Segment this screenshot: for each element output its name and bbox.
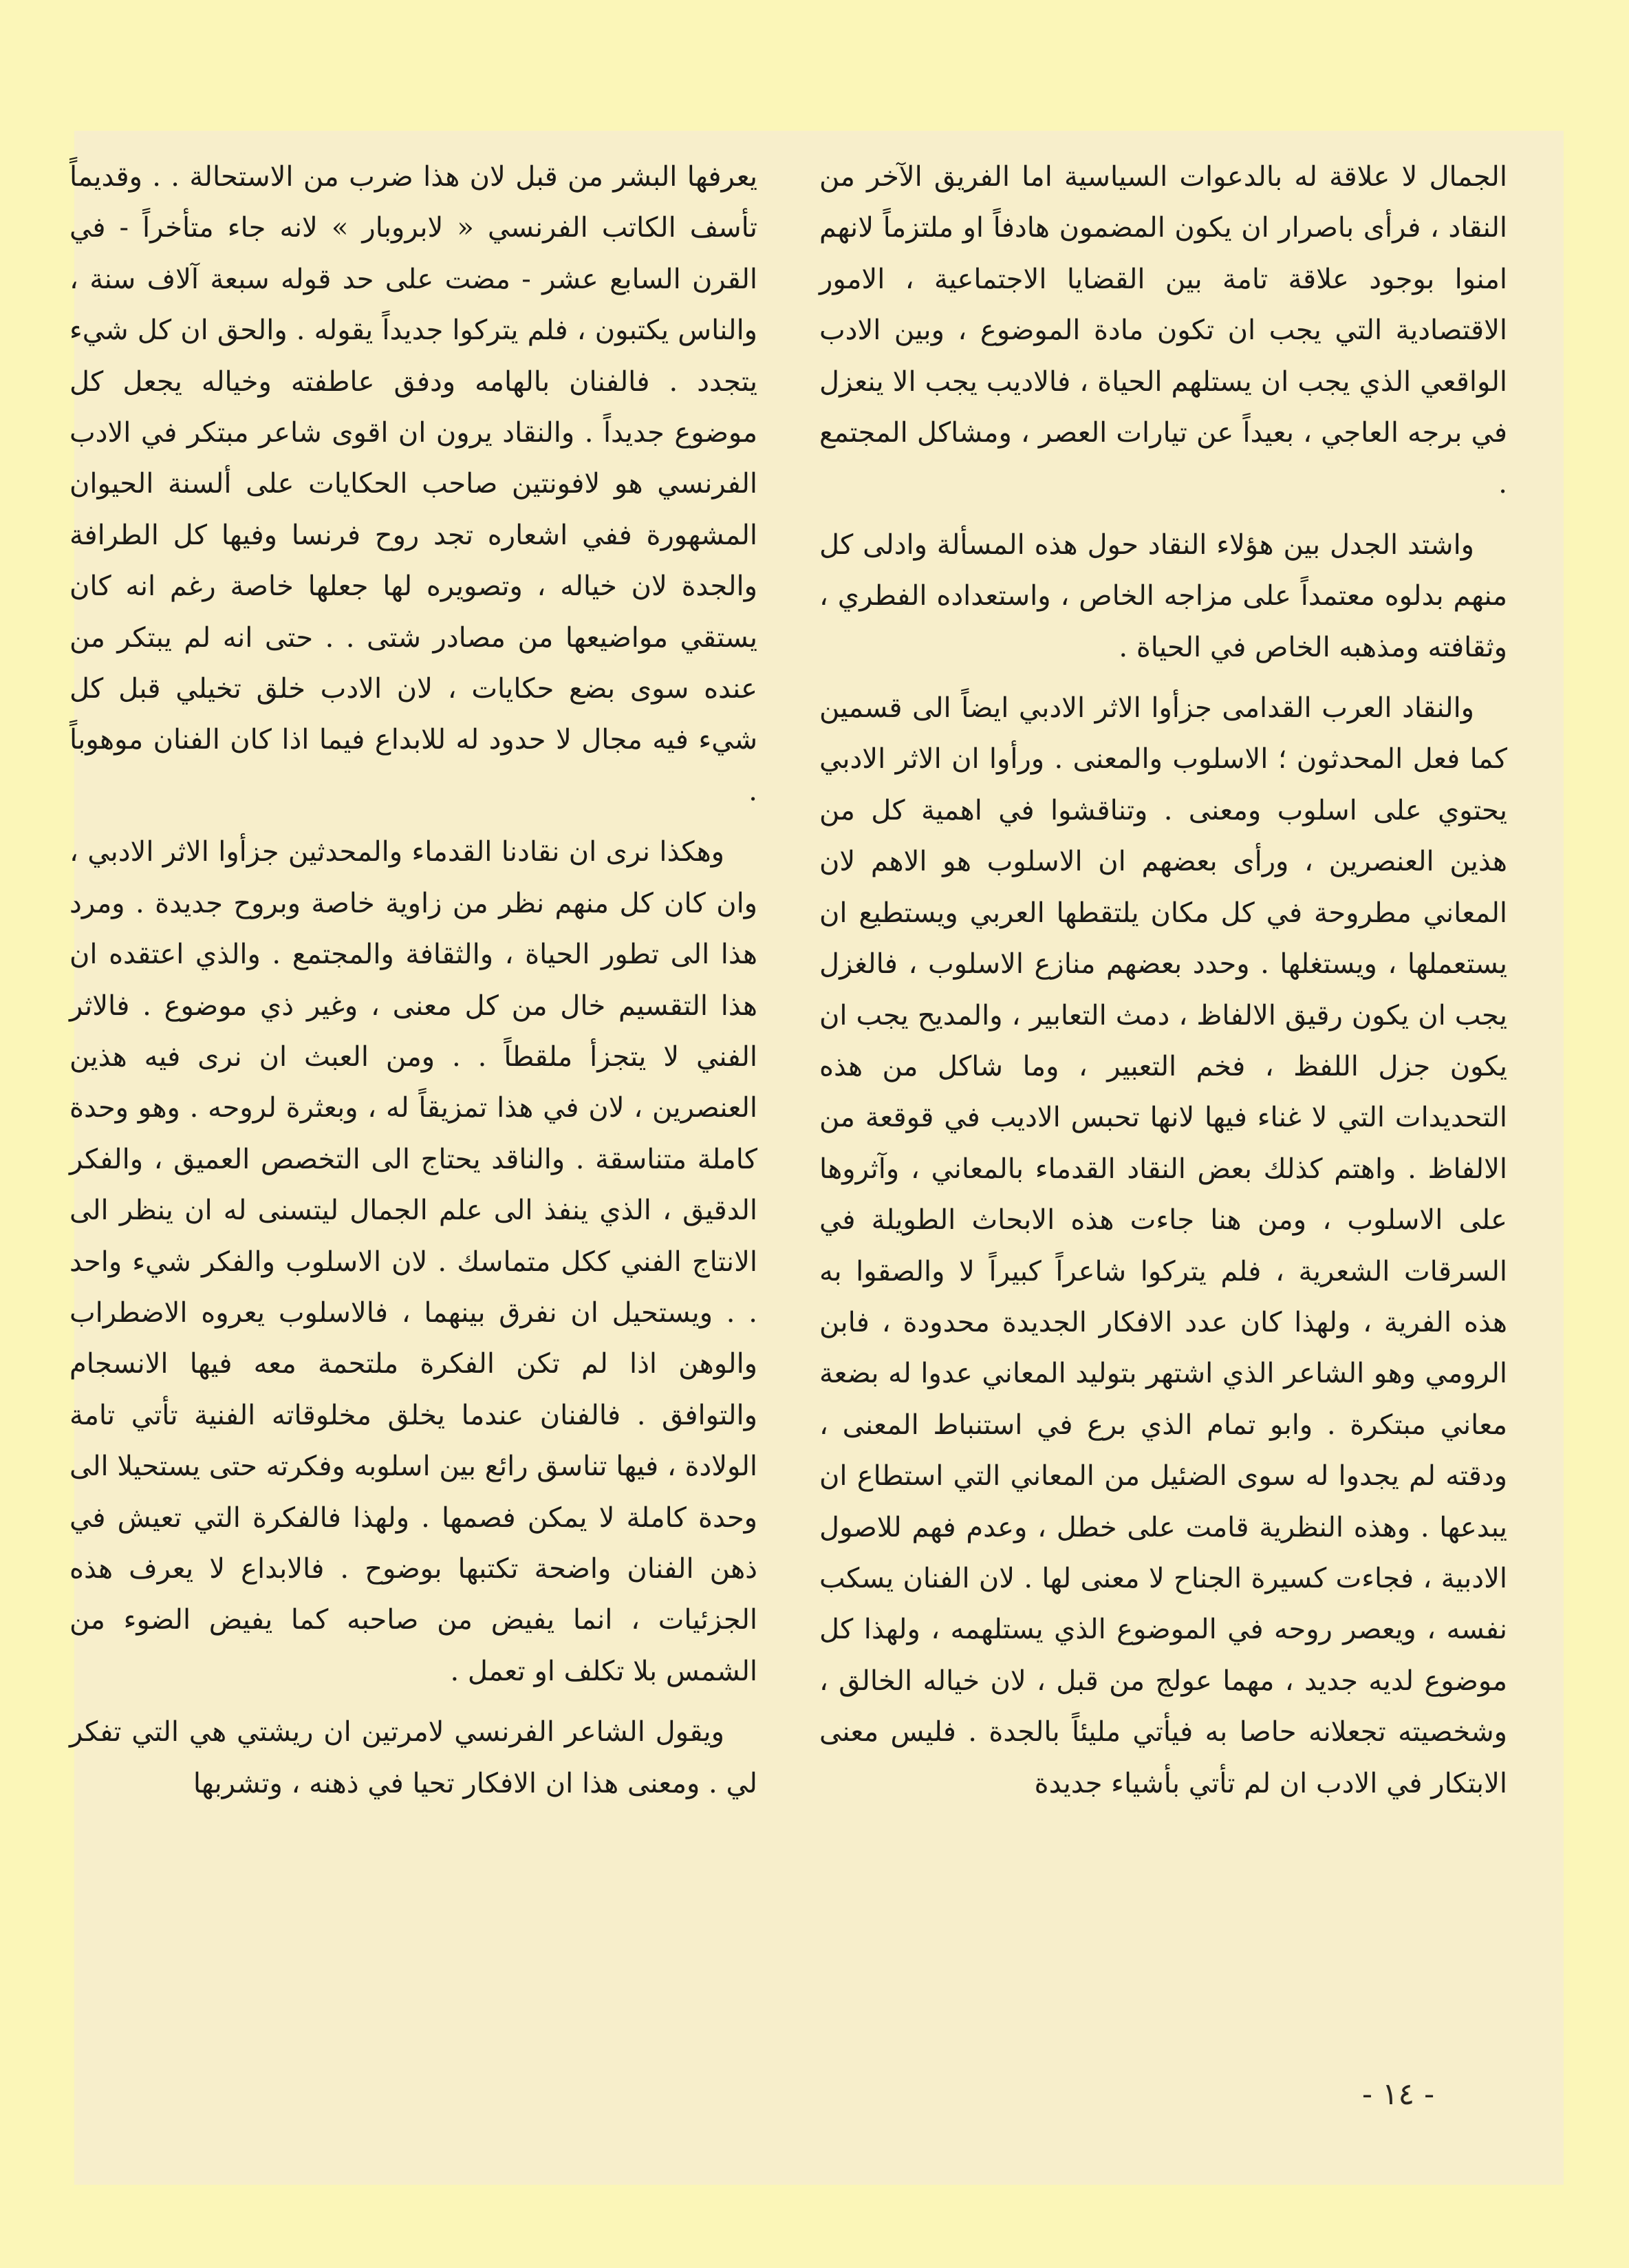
paragraph: واشتد الجدل بين هؤلاء النقاد حول هذه المسألة وادلى كل منهم بدلوه معتمداً على مزاجه الخاص ، واستعداده الفطري ، وثقافته ومذهبه الخاص في الحياة .: [819, 528, 1507, 663]
paragraph: وهكذا نرى ان نقادنا القدماء والمحدثين جزأوا الاثر الادبي ، وان كان كل منهم نظر من زاوية خاصة وبروح جديدة . ومرد هذا الى تطور الحياة ، والثقافة والمجتمع . والذي اعتقده ان هذا التقسيم خال من كل معنى ، وغير ذي موضوع . فالاثر الفني لا يتجزأ ملقطاً . . ومن العبث ان نرى فيه هذين العنصرين ، لان في هذا تمزيقاً له ، وبعثرة لروحه . وهو وحدة كاملة متناسقة . والناقد يحتاج الى التخصص العميق ، والفكر الدقيق ، الذي ينفذ الى علم الجمال ليتسنى له ان ينظر الى الانتاج الفني ككل متماسك . لان الاسلوب والفكر شيء واحد . . ويستحيل ان نفرق بينهما ، فالاسلوب يعروه الاضطراب والوهن اذا لم تكن الفكرة ملتحمة معه فيها الانسجام والتوافق . فالفنان عندما يخلق مخلوقاته الفنية تأتي تامة الولادة ، فيها تناسق رائع بين اسلوبه وفكرته حتى يستحيلا الى وحدة كاملة لا يمكن فصمها . ولهذا فالفكرة التي تعيش في ذهن الفنان واضحة تكتبها بوضوح . فالابداع لا يعرف هذه الجزئيات ، انما يفيض من صاحبه كما يفيض الضوء من الشمس بلا تكلف او تعمل .: [69, 836, 758, 1687]
paragraph: ويقول الشاعر الفرنسي لامرتين ان ريشتي هي التي تفكر لي . ومعنى هذا ان الافكار تحيا في ذهنه ، وتشربها: [69, 1716, 757, 1799]
right-column: [819, 151, 1507, 1809]
paragraph: والنقاد العرب القدامى جزأوا الاثر الادبي ايضاً الى قسمين كما فعل المحدثون ؛ الاسلوب والمعنى . ورأوا ان الاثر الادبي يحتوي على اسلوب ومعنى . وتناقشوا في اهمية كل من هذين العنصرين ، ورأى بعضهم ان الاسلوب هو الاهم لان المعاني مطروحة في كل مكان يلتقطها العربي ويستطيع ان يستعملها ، ويستغلها . وحدد بعضهم منازع الاسلوب ، فالغزل يجب ان يكون رقيق الالفاظ ، دمث التعابير ، والمديح يجب ان يكون جزل اللفظ ، فخم التعبير ، وما شاكل من هذه التحديدات التي لا غناء فيها لانها تحبس الاديب في قوقعة من الالفاظ . واهتم كذلك بعض النقاد القدماء بالمعاني ، وآثروها على الاسلوب ، ومن هنا جاءت هذه الابحاث الطويلة في السرقات الشعرية ، فلم يتركوا شاعراً كبيراً لا والصقوا به هذه الفرية ، ولهذا كان عدد الافكار الجديدة محدودة ، فابن الرومي وهو الشاعر الذي اشتهر بتوليد المعاني عدوا له بضعة معاني مبتكرة . وابو تمام الذي برع في استنباط المعنى ، ودقته لم يجدوا له سوى الضئيل من المعاني التي استطاع ان يبدعها . وهذه النظرية قامت على خطل ، وعدم فهم للاصول الادبية ، فجاءت كسيرة الجناح لا معنى لها . لان الفنان يسكب نفسه ، ويعصر روحه في الموضوع الذي يستلهمه ، ولهذا كل موضوع لديه جديد ، مهما عولج من قبل ، لان خياله الخالق ، وشخصيته تجعلانه حاصا به فيأتي مليئاً بالجدة . فليس معنى الابتكار في الادب ان لم تأتي بأشياء جديدة: [819, 692, 1507, 1799]
left-column: [69, 151, 757, 1809]
paragraph: يعرفها البشر من قبل لان هذا ضرب من الاستحالة . . وقديماً تأسف الكاتب الفرنسي « لابروبار » لانه جاء متأخراً - في القرن السابع عشر - مضت على حد قوله سبعة آلاف سنة ، والناس يكتبون ، فلم يتركوا جديداً يقوله . والحق ان كل شيء يتجدد . فالفنان بالهامه ودفق عاطفته وخياله يجعل كل موضوع جديداً . والنقاد يرون ان اقوى شاعر مبتكر في الادب الفرنسي هو لافونتين صاحب الحكايات على ألسنة الحيوان المشهورة ففي اشعاره تجد روح فرنسا وفيها كل الطرافة والجدة لان خياله ، وتصويره لها جعلها خاصة رغم انه كان يستقي مواضيعها من مصادر شتى . . حتى انه لم يبتكر من عنده سوى بضع حكايات ، لان الادب خلق تخيلي قبل كل شيء فيه مجال لا حدود له للابداع فيما اذا كان الفنان موهوباً .: [69, 161, 757, 807]
page-area: [69, 131, 1564, 2185]
page-number: - ١٤ -: [1362, 2077, 1434, 2112]
paragraph: الجمال لا علاقة له بالدعوات السياسية اما الفريق الآخر من النقاد ، فرأى باصرار ان يكون المضمون هادفاً او ملتزماً لانهم امنوا بوجود علاقة تامة بين القضايا الاجتماعية ، الامور الاقتصادية التي يجب ان تكون مادة الموضوع ، وبين الادب الواقعي الذي يجب ان يستلهم الحياة ، فالاديب يجب الا ينعزل في برجه العاجي ، بعيداً عن تيارات العصر ، ومشاكل المجتمع .: [819, 161, 1507, 500]
